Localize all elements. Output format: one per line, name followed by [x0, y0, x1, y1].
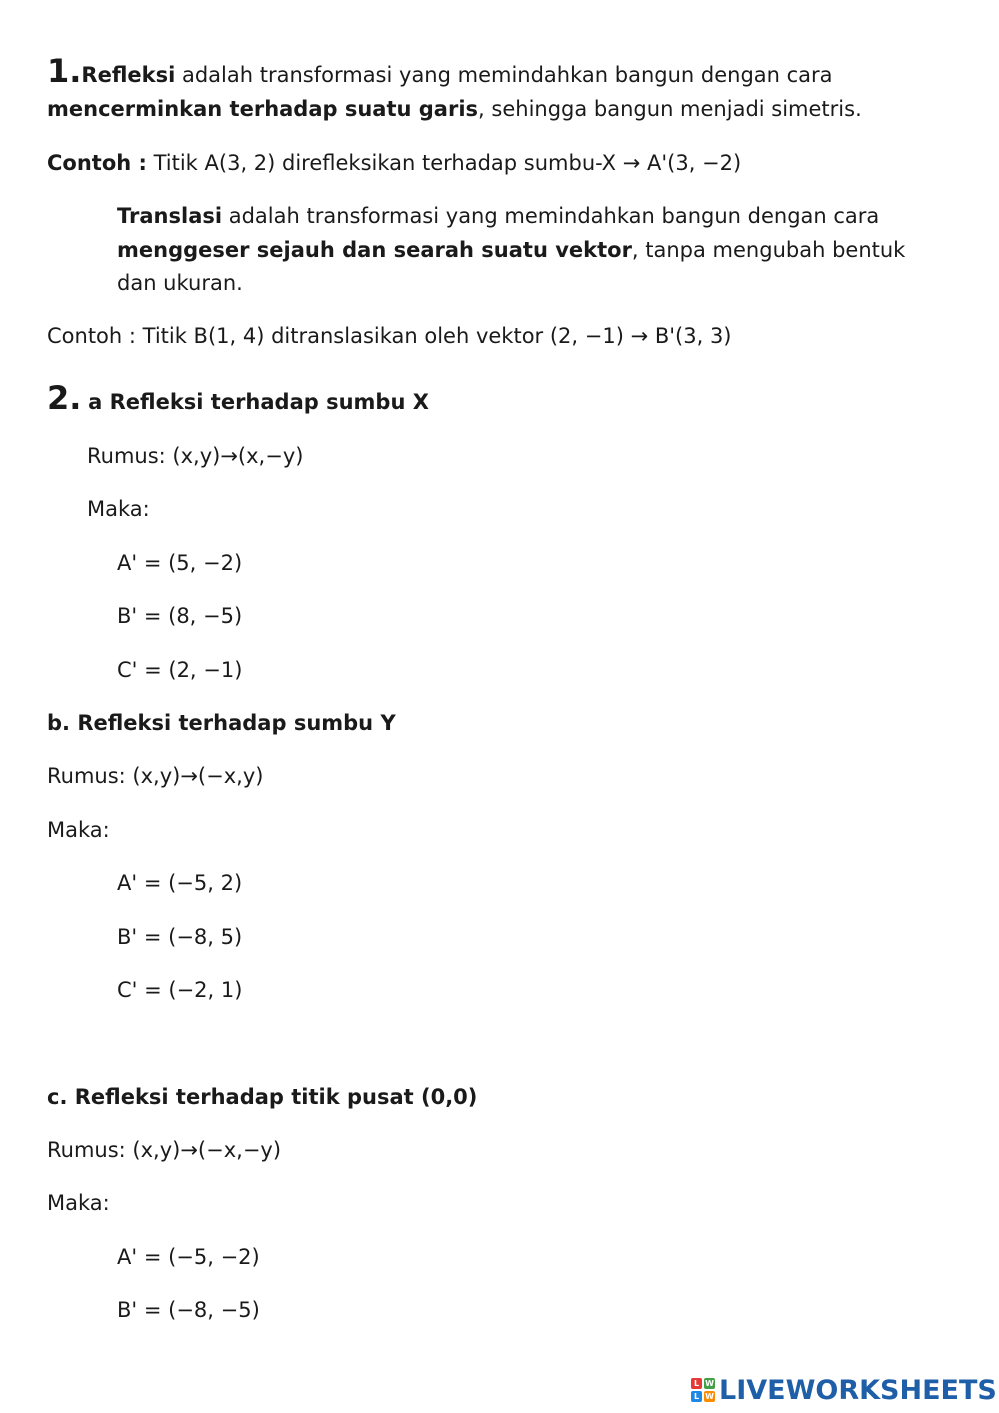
- s2a-result: A' = (5, −2): [117, 551, 243, 575]
- s2a-heading: [47, 381, 429, 419]
- s1-example1: [47, 146, 741, 180]
- contoh-label: Contoh :: [47, 151, 147, 175]
- s1-line2: [47, 92, 862, 126]
- s2b-rumus: Rumus: (x,y)→(−x,y): [47, 764, 264, 788]
- s2b-heading: [47, 706, 396, 740]
- s2a-result: C' = (2, −1): [117, 658, 243, 682]
- logo-grid-icon: [691, 1378, 715, 1402]
- s2c-heading: [47, 1080, 477, 1114]
- s1-line1: [47, 54, 833, 92]
- s1-line1-text: adalah transformasi yang memindahkan bangun dengan cara: [175, 63, 833, 87]
- s2c-rumus: Rumus: (x,y)→(−x,−y): [47, 1138, 282, 1162]
- refleksi-definition-bold: mencerminkan terhadap suatu garis: [47, 97, 479, 121]
- translasi-line1: [117, 199, 879, 233]
- s2c-heading-text: c. Refleksi terhadap titik pusat (0,0): [47, 1085, 478, 1109]
- contoh-text: Titik A(3, 2) direfleksikan terhadap sumbu-X → A'(3, −2): [146, 151, 742, 175]
- refleksi-term: Refleksi: [81, 63, 176, 87]
- s2b-heading-text: b. Refleksi terhadap sumbu Y: [47, 711, 396, 735]
- logo-cell: W: [705, 1379, 714, 1388]
- s2a-heading-text: a Refleksi terhadap sumbu X: [88, 390, 429, 414]
- translasi-line2: [117, 233, 905, 267]
- section-2-number: 2.: [47, 379, 82, 417]
- s2b-result: C' = (−2, 1): [117, 978, 243, 1002]
- logo-cell: L: [691, 1378, 702, 1389]
- s2a-rumus: Rumus: (x,y)→(x,−y): [87, 444, 304, 468]
- s1-example2: Contoh : Titik B(1, 4) ditranslasikan oleh vektor (2, −1) → B'(3, 3): [47, 324, 732, 348]
- translasi-line3: dan ukuran.: [117, 271, 243, 295]
- s2c-maka: Maka:: [47, 1191, 110, 1215]
- liveworksheets-logo: [691, 1370, 997, 1410]
- s2c-result: B' = (−8, −5): [117, 1298, 260, 1322]
- translasi-line1-text: adalah transformasi yang memindahkan bangun dengan cara: [222, 204, 880, 228]
- logo-cell: W: [705, 1392, 714, 1401]
- s2a-maka: Maka:: [87, 497, 150, 521]
- logo-text: LIVEWORKSHEETS: [719, 1374, 997, 1406]
- translasi-line2-text: , tanpa mengubah bentuk: [631, 238, 906, 262]
- s2b-result: A' = (−5, 2): [117, 871, 243, 895]
- translasi-term: Translasi: [117, 204, 223, 228]
- s1-line2-text: , sehingga bangun menjadi simetris.: [478, 97, 862, 121]
- section-1-number: 1.: [47, 52, 82, 90]
- translasi-definition-bold: menggeser sejauh dan searah suatu vektor: [117, 238, 632, 262]
- s2a-result: B' = (8, −5): [117, 604, 243, 628]
- s2c-result: A' = (−5, −2): [117, 1245, 260, 1269]
- s2b-result: B' = (−8, 5): [117, 925, 243, 949]
- logo-cell: L: [691, 1391, 702, 1402]
- s2b-maka: Maka:: [47, 818, 110, 842]
